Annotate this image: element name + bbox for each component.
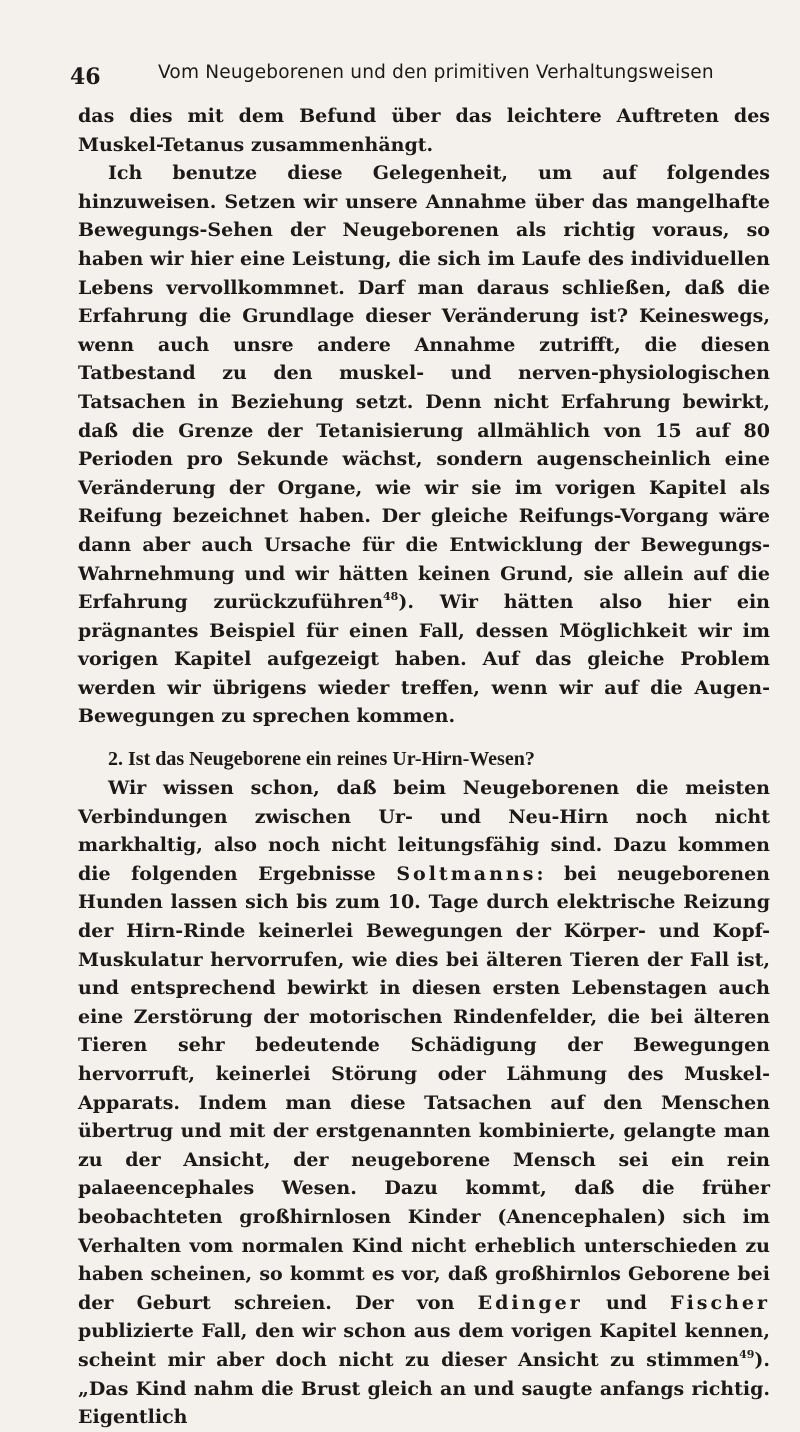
paragraph-2-text-a: Ich benutze diese Gelegenheit, um auf folgendes hinzuweisen. Setzen wir unsere Annahme über das mangelhafte Bewegungs-Sehen der Neugeborenen als richtig voraus, so haben wir hier eine Leistung, die sich im Laufe des individuellen Lebens vervollkommnet. Darf man daraus schließen, daß die Erfahrung die Grundlage dieser Veränderung ist? Keineswegs, wenn auch unsre andere Annahme zutrifft, die diesen Tatbestand zu den muskel- und nerven-physiologischen Tatsachen in Beziehung setzt. Denn nicht Erfahrung bewirkt, daß die Grenze der Tetanisierung allmählich von 15 auf 80 Perioden pro Sekunde wächst, sondern augenscheinlich eine Veränderung der Organe, wie wir sie im vorigen Kapitel als Reifung bezeichnet haben. Der gleiche Reifungs-Vorgang wäre dann aber auch Ursache für die Entwicklung der Bewegungs-Wahrnehmung und wir hätten keinen Grund, sie allein auf die Erfahrung zurückzuführen xyxy=(78,162,770,614)
footnote-ref-49: 49 xyxy=(739,1347,755,1361)
paragraph-3-text-d: ). „Das Kind nahm die Brust gleich an und saugte anfangs richtig. Eigentlich xyxy=(78,1348,770,1429)
footnote-ref-48: 48 xyxy=(383,590,399,604)
body-text xyxy=(78,102,770,1432)
author-name-soltmann: Soltmanns xyxy=(396,862,537,885)
paragraph-1: das dies mit dem Befund über das leichtere Auftreten des Muskel-Tetanus zusammenhängt. xyxy=(78,105,770,156)
section-heading: 2. Ist das Neugeborene ein reines Ur-Hirn-Wesen? xyxy=(108,748,535,771)
page-header xyxy=(70,50,770,102)
paragraph-3-text-c: publizierte Fall, den wir schon aus dem vorigen Kapitel kennen, scheint mir aber doch nicht zu dieser Ansicht zu stimmen xyxy=(78,1320,770,1371)
running-head: Vom Neugeborenen und den primitiven Verhaltungsweisen xyxy=(158,62,714,83)
paragraph-2-text-b: ). Wir hätten also hier ein prägnantes Beispiel für einen Fall, dessen Möglichkeit wir im vorigen Kapitel aufgezeigt haben. Auf das gleiche Problem werden wir übrigens wieder treffen, wenn wir auf die Augen-Bewegungen zu sprechen kommen. xyxy=(78,591,770,728)
page-number: 46 xyxy=(70,64,101,90)
paragraph-3-text-b: : bei neugeborenen Hunden lassen sich bis zum 10. Tage durch elektrische Reizung der Hirn-Rinde keinerlei Bewegungen der Körper- und Kopf-Muskulatur hervorrufen, wie dies bei älteren Tieren der Fall ist, und entsprechend bewirkt in diesen ersten Lebenstagen auch eine Zerstörung der motorischen Rindenfelder, die bei älteren Tieren sehr bedeutende Schädigung der Bewegungen hervorruft, keinerlei Störung oder Lähmung des Muskel-Apparats. Indem man diese Tatsachen auf den Menschen übertrug und mit der erstgenannten kombinierte, gelangte man zu der Ansicht, der neugeborene Mensch sei ein rein palaeencephales Wesen. Dazu kommt, daß die früher beobachteten großhirnlosen Kinder (Anencephalen) sich im Verhalten vom normalen Kind nicht erheblich unterschieden zu haben scheinen, so kommt es vor, daß großhirnlos Geborene bei der Geburt schreien. Der von xyxy=(78,862,770,1314)
author-name-edinger: Edinger xyxy=(477,1291,583,1314)
paragraph-3 xyxy=(78,774,770,1432)
paragraph-3-text-a: Wir wissen schon, daß beim Neugeborenen die meisten Verbindungen zwischen Ur- und Neu-Hirn noch nicht markhaltig, also noch nicht leitungsfähig sind. Dazu kommen die folgenden Ergebnisse xyxy=(78,777,770,885)
paragraph-2 xyxy=(78,159,770,731)
paragraph-3-conjunction: und xyxy=(582,1291,671,1314)
author-name-fischer: Fischer xyxy=(670,1291,770,1314)
